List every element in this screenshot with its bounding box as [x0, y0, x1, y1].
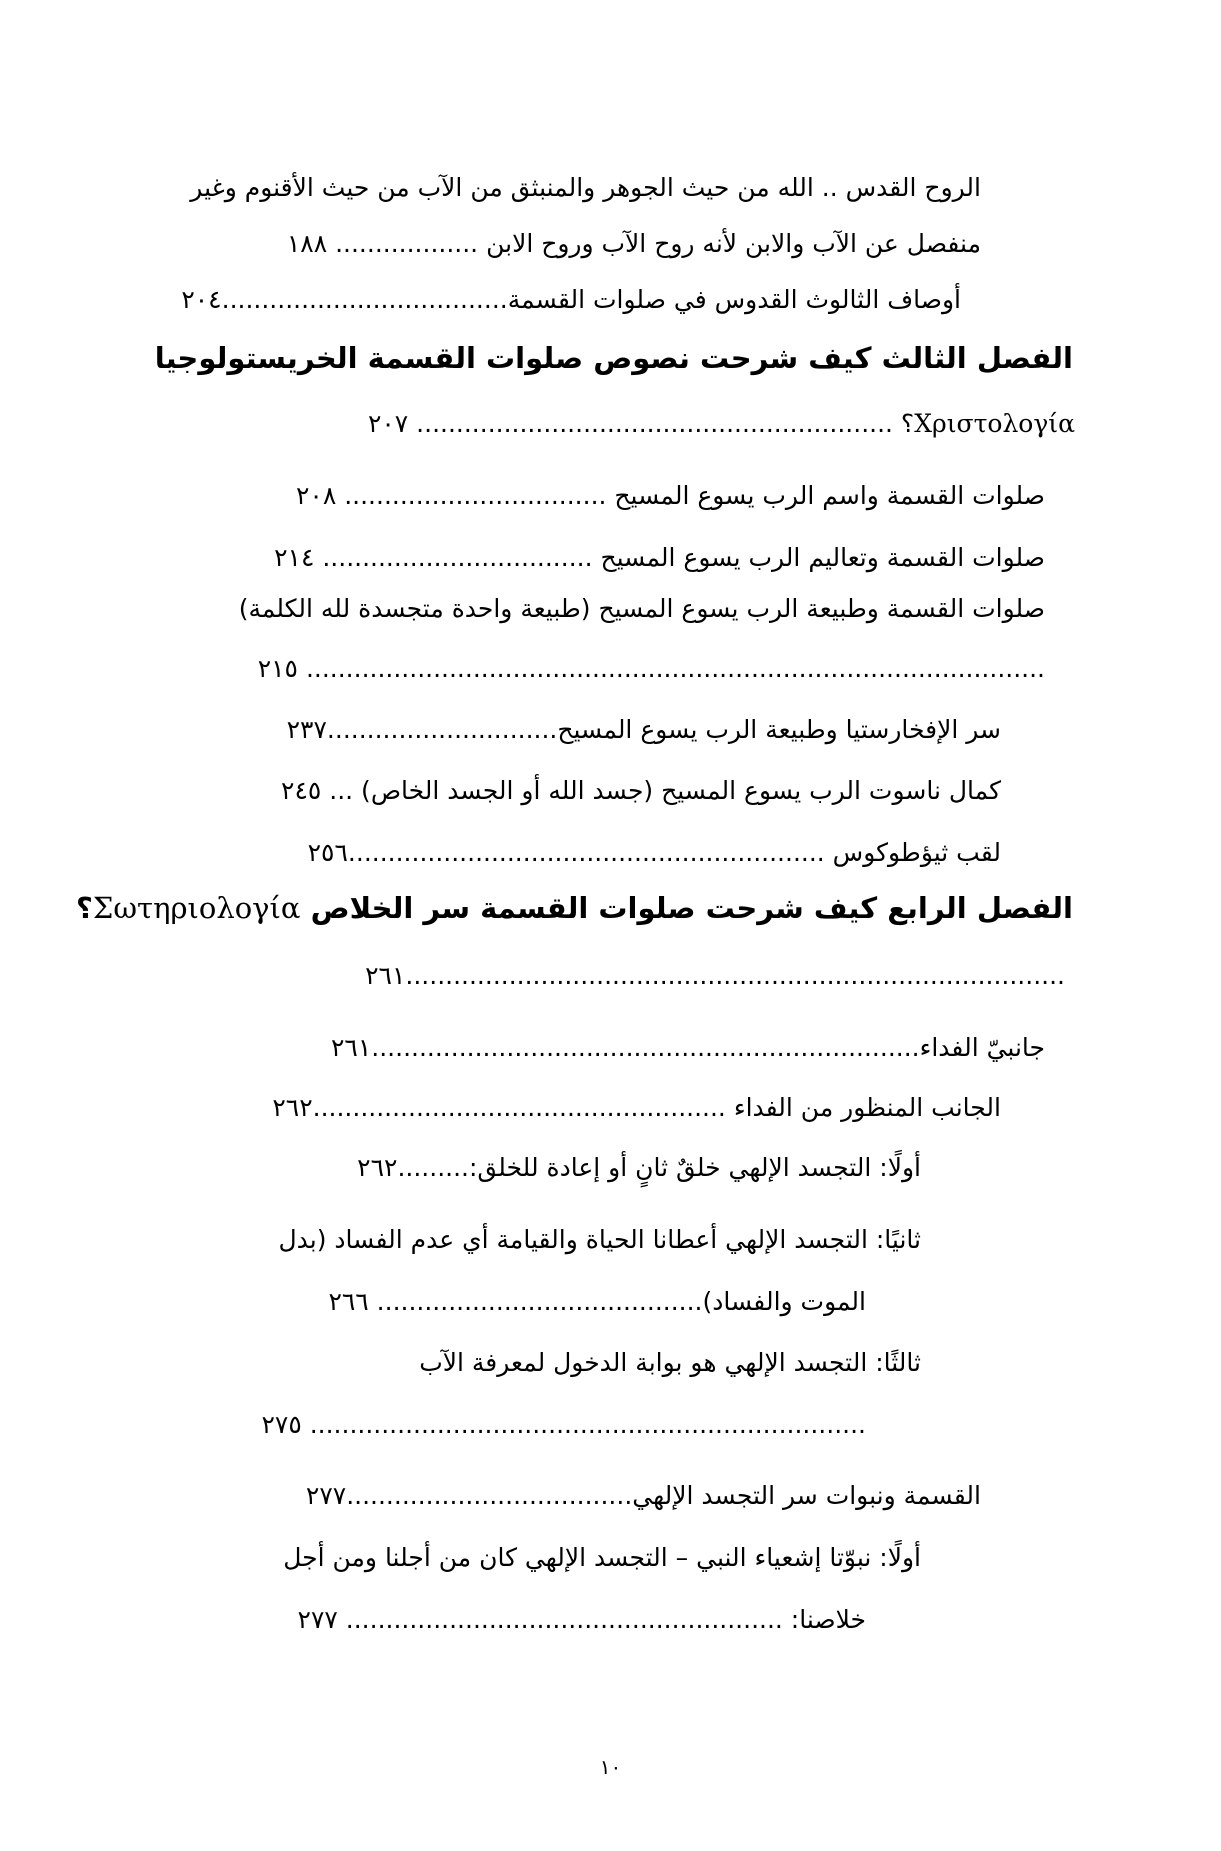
toc-line: صلوات القسمة وطبيعة الرب يسوع المسيح (طبيعة واحدة متجسدة لله الكلمة)	[238, 594, 1045, 623]
toc-line: الروح القدس .. الله من حيث الجوهر والمنبثق من الآب من حيث الأقنوم وغير	[190, 173, 981, 202]
toc-line	[368, 406, 1075, 442]
toc-line-rest: ؟ ............................................................ ٢٠٧	[367, 409, 915, 438]
chapter-heading	[76, 890, 1073, 926]
toc-line: ............................................................................................. ٢١٥	[257, 654, 1045, 683]
toc-line: صلوات القسمة وتعاليم الرب يسوع المسيح .................................. ٢١٤	[274, 543, 1045, 572]
toc-line: ثانيًا: التجسد الإلهي أعطانا الحياة والقيامة أي عدم الفساد (بدل	[278, 1225, 921, 1254]
toc-line: القسمة ونبوات سر التجسد الإلهي....................................٢٧٧	[305, 1481, 981, 1510]
chapter-heading: الفصل الثالث كيف شرحت نصوص صلوات القسمة الخريستولوجيا	[154, 341, 1073, 375]
toc-line: جانبيّ الفداء.....................................................................٢٦١	[330, 1033, 1045, 1062]
page-number: ١٠	[599, 1755, 622, 1779]
toc-line: خلاصنا: ....................................................... ٢٧٧	[297, 1605, 866, 1634]
toc-line: كمال ناسوت الرب يسوع المسيح (جسد الله أو الجسد الخاص) ... ٢٤٥	[281, 776, 1001, 805]
greek-term: Σωτηριολογία	[92, 891, 301, 925]
greek-term: Χριστολογία	[914, 409, 1075, 438]
toc-line: أوصاف الثالوث القدوس في صلوات القسمة....................................٢٠٤	[181, 285, 961, 314]
toc-line: الموت والفساد)......................................... ٢٦٦	[328, 1287, 866, 1316]
toc-line: منفصل عن الآب والابن لأنه روح الآب وروح الابن .................. ١٨٨	[286, 229, 981, 258]
toc-line: صلوات القسمة واسم الرب يسوع المسيح ................................. ٢٠٨	[295, 481, 1045, 510]
question-mark: ؟	[76, 891, 93, 925]
toc-line: ثالثًا: التجسد الإلهي هو بوابة الدخول لمعرفة الآب	[419, 1348, 921, 1377]
toc-line: لقب ثيؤطوكوس ............................................................٢٥٦	[307, 838, 1001, 867]
toc-line: أولًا: التجسد الإلهي خلقٌ ثانٍ أو إعادة للخلق:.........٢٦٢	[357, 1153, 921, 1182]
toc-line: ...................................................................... ٢٧٥	[261, 1410, 866, 1439]
chapter-heading-text: الفصل الرابع كيف شرحت صلوات القسمة سر الخلاص	[310, 891, 1073, 925]
toc-line: ...................................................................................٢٦١	[365, 961, 1065, 990]
toc-line: أولًا: نبوّتا إشعياء النبي – التجسد الإلهي كان من أجلنا ومن أجل	[283, 1543, 921, 1572]
toc-line: الجانب المنظور من الفداء ....................................................٢٦٢	[272, 1093, 1001, 1122]
toc-line: سر الإفخارستيا وطبيعة الرب يسوع المسيح.............................٢٣٧	[286, 715, 1001, 744]
